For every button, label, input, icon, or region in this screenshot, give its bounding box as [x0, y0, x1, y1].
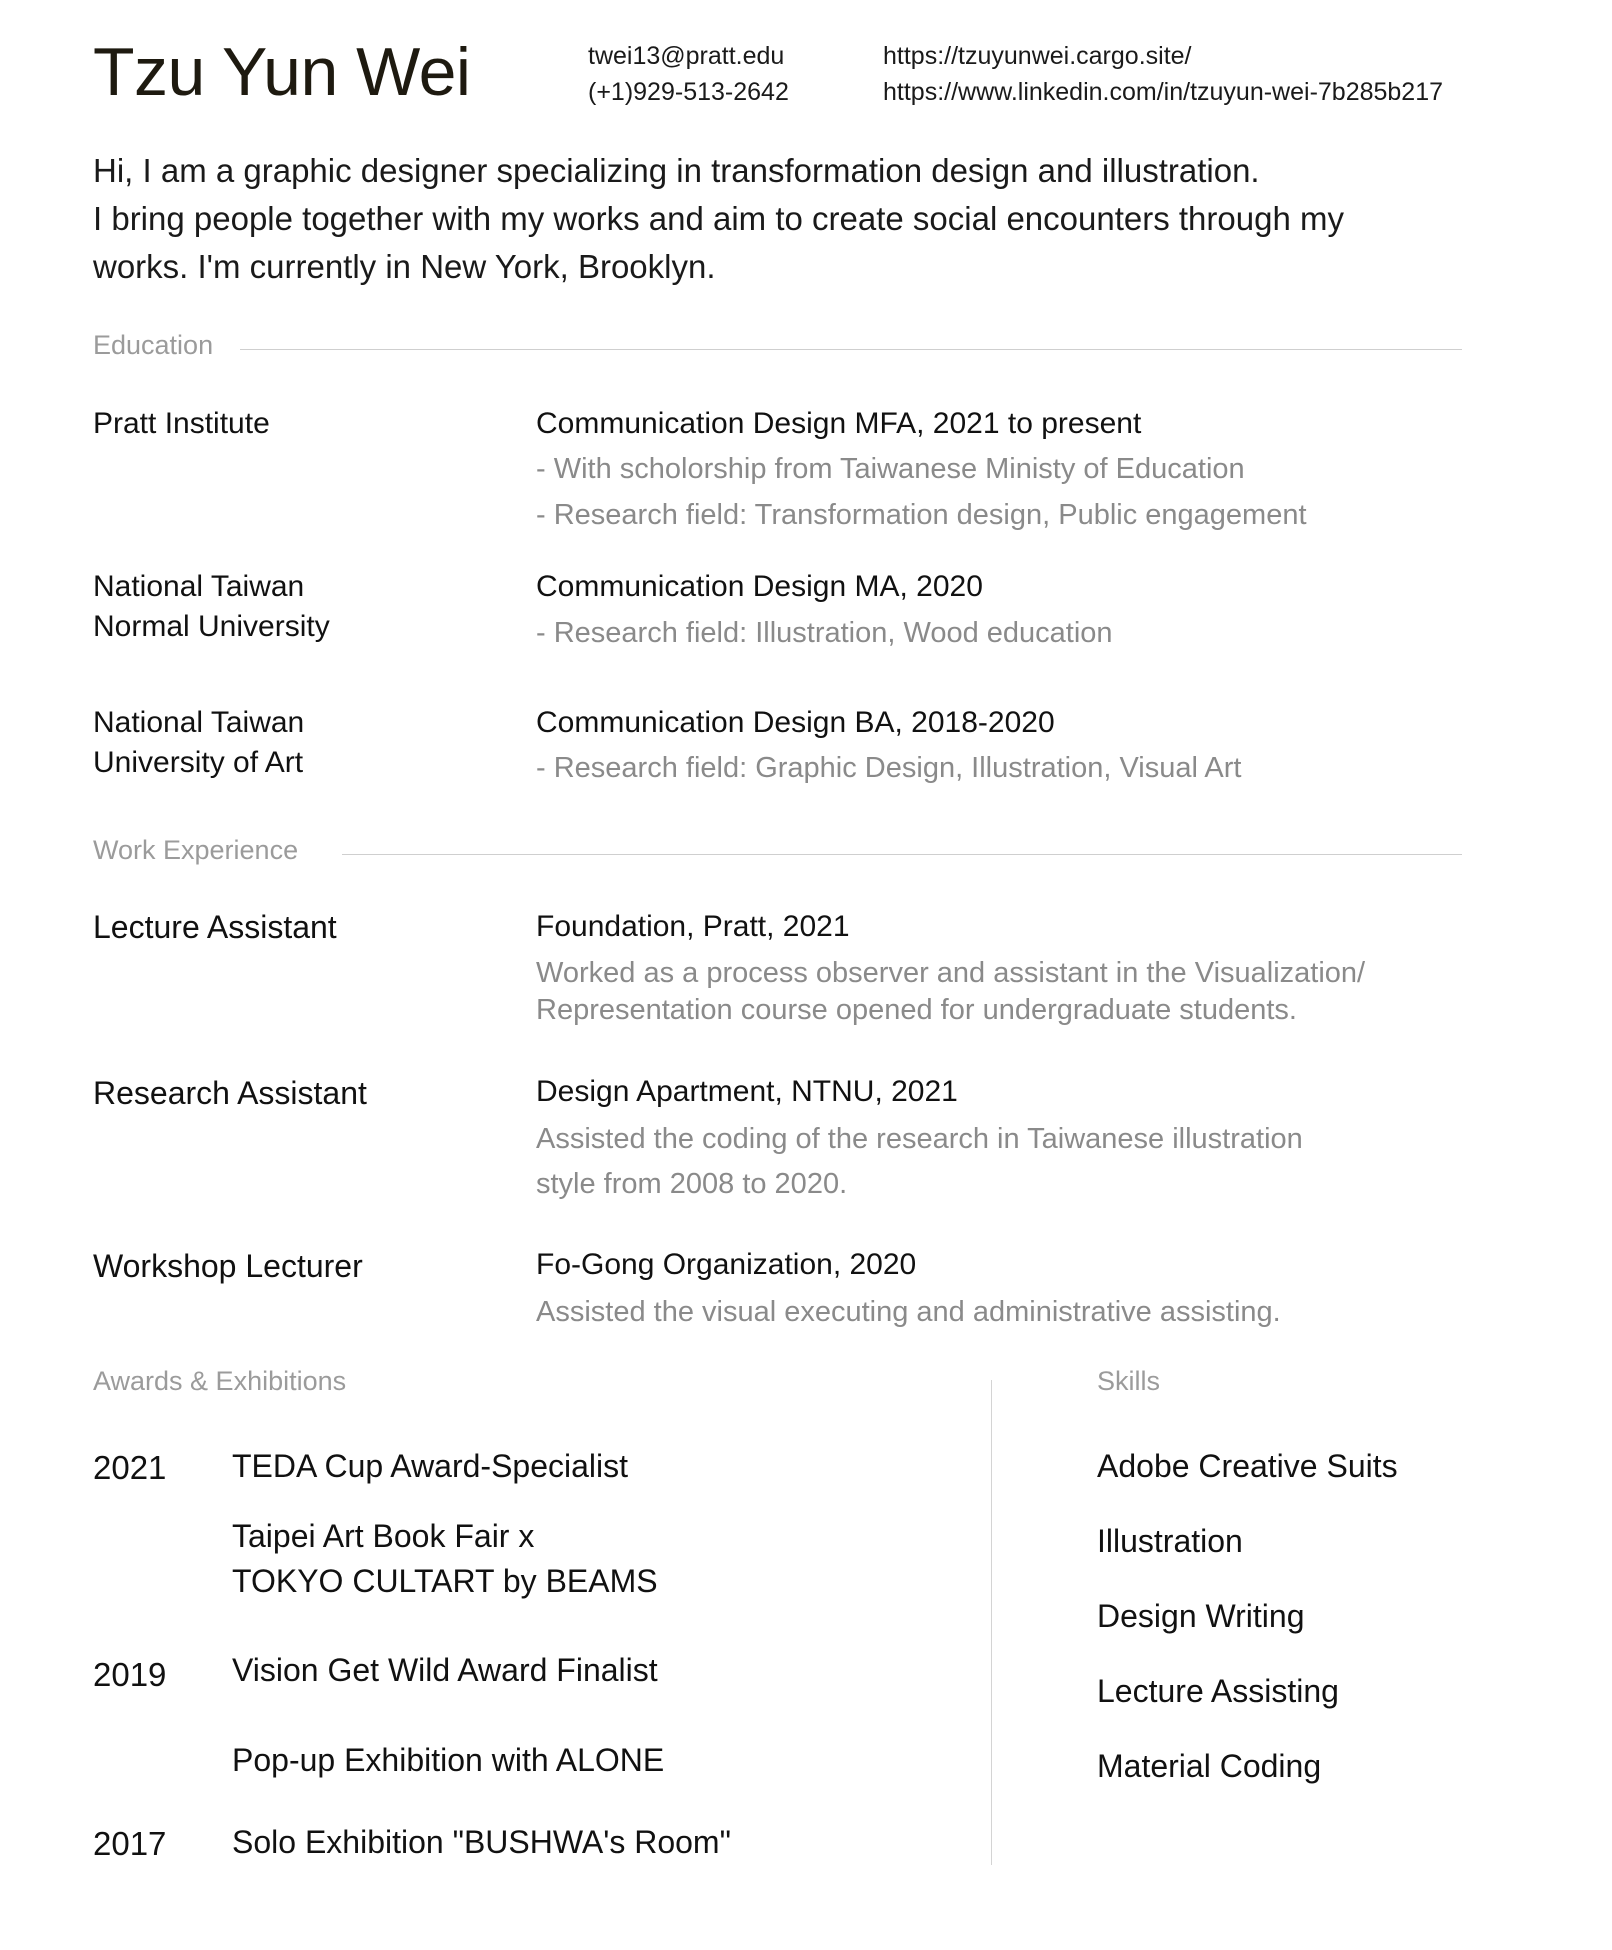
section-divider — [342, 854, 1462, 855]
job-role: Research Assistant — [93, 1075, 367, 1111]
skill-item: Illustration — [1097, 1523, 1243, 1559]
job-organization: Fo-Gong Organization, 2020 — [536, 1248, 917, 1281]
education-detail: - Research field: Illustration, Wood education — [536, 617, 1113, 649]
award-item: TEDA Cup Award-Specialist — [232, 1448, 629, 1484]
column-divider — [991, 1380, 992, 1865]
school-name: Pratt Institute — [93, 407, 270, 440]
degree: Communication Design MA, 2020 — [536, 570, 983, 603]
degree: Communication Design BA, 2018-2020 — [536, 706, 1055, 739]
job-description: Worked as a process observer and assistant in the Visualization/ — [536, 957, 1366, 989]
school-name: University of Art — [93, 746, 304, 779]
school-name: National Taiwan — [93, 706, 305, 739]
email-link[interactable]: twei13@pratt.edu — [588, 42, 785, 70]
education-detail: - Research field: Transformation design, Public engagement — [536, 499, 1307, 531]
phone-number: (+1)929-513-2642 — [588, 78, 789, 106]
job-description: Assisted the coding of the research in Taiwanese illustration — [536, 1123, 1303, 1155]
skill-item: Lecture Assisting — [1097, 1673, 1339, 1709]
degree: Communication Design MFA, 2021 to present — [536, 407, 1142, 440]
website-link[interactable]: https://tzuyunwei.cargo.site/ — [883, 42, 1192, 70]
skill-item: Adobe Creative Suits — [1097, 1448, 1398, 1484]
resume-name: Tzu Yun Wei — [93, 34, 471, 110]
intro-line: Hi, I am a graphic designer specializing in transformation design and illustration. — [93, 152, 1260, 189]
job-role: Workshop Lecturer — [93, 1248, 363, 1284]
award-item: Solo Exhibition "BUSHWA's Room" — [232, 1824, 731, 1860]
award-year: 2017 — [93, 1825, 167, 1862]
job-organization: Foundation, Pratt, 2021 — [536, 910, 850, 943]
education-detail: - With scholorship from Taiwanese Ministy of Education — [536, 453, 1245, 485]
award-item: Taipei Art Book Fair x — [232, 1518, 535, 1554]
intro-line: I bring people together with my works and aim to create social encounters through my — [93, 200, 1344, 237]
award-year: 2021 — [93, 1449, 167, 1486]
job-organization: Design Apartment, NTNU, 2021 — [536, 1075, 958, 1108]
award-item: Pop-up Exhibition with ALONE — [232, 1742, 665, 1778]
school-name: Normal University — [93, 610, 330, 643]
section-divider — [240, 349, 1462, 350]
skills-section-title: Skills — [1097, 1366, 1161, 1396]
award-item: Vision Get Wild Award Finalist — [232, 1652, 658, 1688]
intro-line: works. I'm currently in New York, Brooklyn. — [93, 248, 716, 285]
award-year: 2019 — [93, 1656, 167, 1693]
skill-item: Design Writing — [1097, 1598, 1305, 1634]
job-description: style from 2008 to 2020. — [536, 1168, 848, 1200]
education-detail: - Research field: Graphic Design, Illustration, Visual Art — [536, 752, 1242, 784]
job-role: Lecture Assistant — [93, 909, 337, 945]
linkedin-link[interactable]: https://www.linkedin.com/in/tzuyun-wei-7b285b217 — [883, 78, 1444, 106]
awards-section-title: Awards & Exhibitions — [93, 1366, 347, 1396]
work-section-title: Work Experience — [93, 835, 299, 865]
school-name: National Taiwan — [93, 570, 305, 603]
education-section-title: Education — [93, 330, 214, 360]
job-description: Representation course opened for undergraduate students. — [536, 994, 1297, 1026]
award-item: TOKYO CULTART by BEAMS — [232, 1563, 658, 1599]
job-description: Assisted the visual executing and administrative assisting. — [536, 1296, 1281, 1328]
skill-item: Material Coding — [1097, 1748, 1322, 1784]
